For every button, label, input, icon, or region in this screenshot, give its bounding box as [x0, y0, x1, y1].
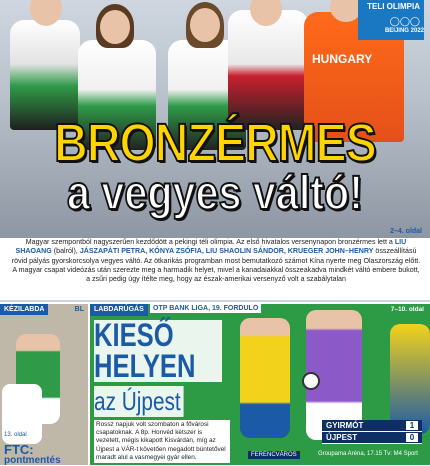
team-goals: 0: [406, 433, 418, 442]
badge-title: TELI OLIMPIA: [367, 2, 420, 11]
hero-page-ref: 2–4. oldal: [390, 228, 422, 235]
lead-text-2: (balról),: [51, 247, 80, 256]
left-story-title-2: pontmentés: [4, 455, 61, 466]
headline-3: az Újpest: [94, 386, 184, 417]
right-story-sub: OTP BANK LIGA, 19. FORDULÓ: [150, 304, 261, 313]
team-name: GYIRMÓT: [326, 421, 364, 430]
athlete-2-head: [100, 10, 130, 44]
team-goals: 1: [406, 421, 418, 430]
athlete-3-head: [190, 8, 220, 42]
lead-text-3: összeállítású rövid pályás gyorskorcsolya vegyes váltó. Az ötkarikás programban most bemutatkozó számot Kína nyerte meg Olaszország előtt. A magyar csapat videózás után szerezte meg a harmadik helyet, mivel a kanadaiakkal összeakadva mindkét váltó embere bukott, a zsűri pedig úgy ítélte meg, hogy az észak-amerikai versenyző volt a szabálytalan: [11, 247, 421, 284]
lead-paragraph: [10, 238, 422, 285]
left-story-title: FTC:: [4, 442, 34, 457]
right-story-tag: LABDARÚGÁS: [90, 304, 148, 316]
score-row-1: [322, 420, 422, 432]
left-story-page-ref: 13. oldal: [4, 432, 27, 438]
right-story-body: Rossz napjuk volt szombaton a fővárosi csapatoknak. A 8p. Honvéd kétszer is vezetett, mégis kikapott Kisvárdán, míg az Újpest a VÁR-t követően megadott büntetővel maradt alul a vasmegyei gyár ellen.: [94, 420, 230, 463]
lead-text-1: Magyar szempontból nagyszerűen kezdődött a pekingi téli olimpia. Az első hivatalos versenynapon bronzérmes lett a: [25, 238, 395, 246]
jacket-text: HUNGARY: [312, 52, 373, 66]
ball-icon: [302, 372, 320, 390]
left-story-photo: [0, 304, 88, 465]
footer-venue: Groupama Aréna, 17.15 Tv: M4 Sport: [318, 451, 418, 457]
right-story-page-ref: 7–10. oldal: [390, 306, 424, 313]
player-yellow: [240, 318, 290, 438]
footer-team: FERENCVÁROS: [248, 451, 300, 459]
headline-2: HELYEN: [94, 348, 196, 384]
right-story-photo: [90, 304, 430, 465]
headline-1: KIESŐ: [94, 317, 174, 353]
left-story-tag: KÉZILABDA: [0, 304, 48, 315]
player-yellow-2: [390, 324, 430, 434]
score-row-2: [322, 432, 422, 444]
headline-line-2: a vegyes váltó!: [66, 167, 364, 220]
scoreboard: [322, 420, 422, 444]
olympic-rings-icon: ◯◯◯: [389, 16, 420, 26]
section-divider: [0, 300, 430, 302]
team-name: ÚJPEST: [326, 433, 358, 442]
left-story-tag-right: BL: [74, 306, 84, 313]
lead-names-2: JÁSZAPÁTI PETRA, KÓNYA ZSÓFIA, LIU SHAOLIN SÁNDOR, KRUEGER JOHN–HENRY: [79, 247, 374, 256]
right-story-headline: [94, 317, 222, 384]
headline-line-1: BRONZÉRMES: [54, 113, 376, 173]
lead-names-1: LIU SHAOANG: [15, 238, 407, 256]
badge-sub: BEIJING 2022: [384, 28, 424, 34]
